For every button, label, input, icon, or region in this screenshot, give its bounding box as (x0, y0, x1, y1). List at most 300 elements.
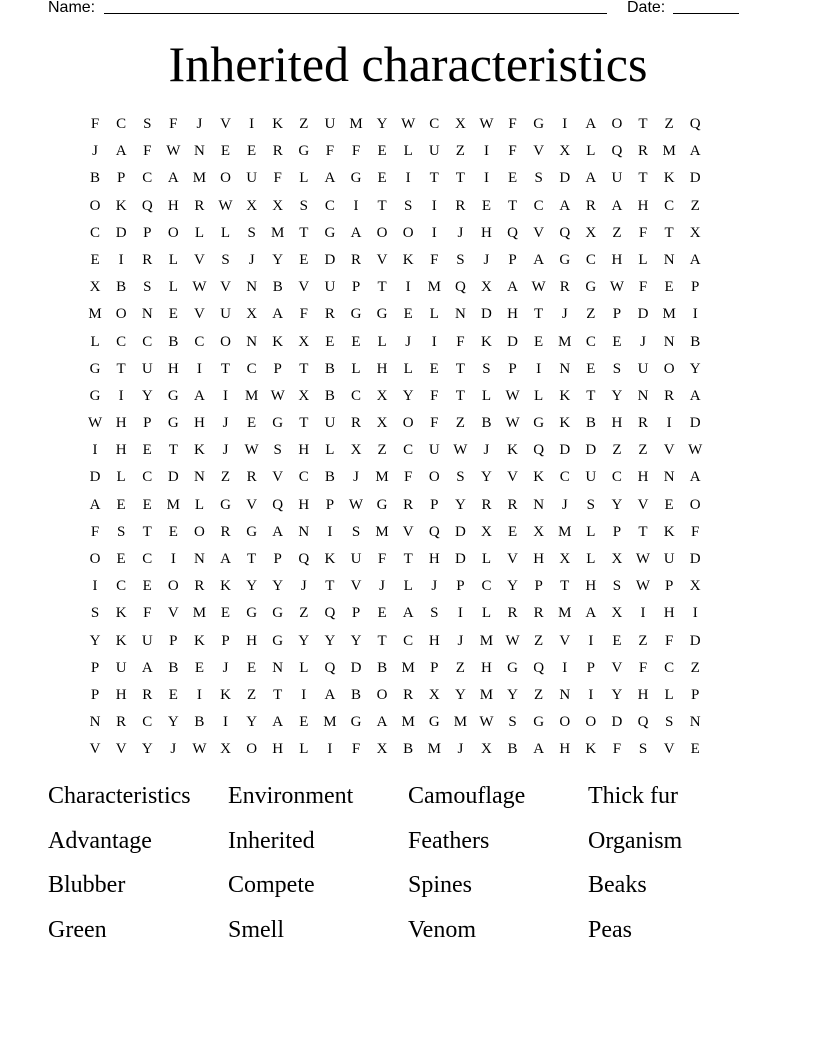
grid-letter: L (664, 686, 674, 703)
grid-letter: N (663, 469, 675, 486)
grid-letter: L (377, 333, 387, 350)
grid-letter: X (220, 741, 231, 758)
grid-letter: O (376, 686, 388, 703)
grid-letter: V (663, 741, 675, 758)
grid-letter: E (247, 415, 257, 432)
grid-letter: S (221, 251, 230, 268)
grid-letter: E (247, 659, 257, 676)
grid-letter: G (350, 170, 362, 187)
grid-letter: E (220, 605, 231, 622)
grid-letter: R (585, 197, 596, 214)
grid-letter: M (323, 714, 337, 731)
grid-letter: T (273, 686, 283, 703)
grid-letter: L (116, 469, 126, 486)
grid-letter: P (691, 686, 700, 703)
grid-letter: P (351, 605, 361, 622)
grid-letter: H (533, 551, 545, 567)
grid-letter: F (612, 741, 622, 758)
grid-letter: C (298, 469, 309, 486)
grid-letter: T (116, 360, 126, 377)
grid-letter: L (351, 360, 361, 377)
grid-letter: Y (89, 632, 101, 649)
grid-letter: S (456, 251, 465, 268)
grid-letter: F (351, 741, 361, 758)
grid-letter: W (479, 714, 494, 731)
grid-letter: U (428, 442, 440, 459)
grid-letter: Y (481, 469, 492, 486)
grid-letter: Z (534, 632, 544, 649)
grid-letter: C (142, 170, 153, 187)
word-bank-item: Camouflage (408, 783, 526, 809)
grid-letter: W (505, 632, 520, 649)
grid-letter: L (429, 306, 439, 323)
grid-letter: O (167, 578, 179, 595)
grid-letter: S (351, 523, 361, 540)
grid-letter: S (116, 523, 126, 540)
grid-letter: R (533, 605, 544, 622)
grid-letter: H (637, 197, 649, 214)
grid-letter: K (115, 632, 127, 649)
grid-letter: Q (324, 659, 336, 676)
grid-letter: V (194, 251, 205, 268)
grid-letter: C (246, 360, 257, 377)
grid-letter: N (246, 333, 258, 350)
grid-letter: P (90, 686, 100, 703)
grid-letter: L (481, 387, 492, 404)
grid-letter: O (611, 116, 623, 132)
grid-letter: T (377, 632, 387, 649)
grid-letter: S (482, 360, 491, 377)
grid-letter: B (324, 469, 335, 486)
grid-letter: K (324, 551, 336, 567)
word-bank-item: Characteristics (48, 783, 191, 809)
grid-letter: E (612, 632, 622, 649)
grid-letter: L (586, 551, 596, 567)
grid-letter: V (533, 143, 545, 160)
grid-letter: A (689, 251, 701, 268)
grid-letter: G (350, 306, 362, 323)
grid-letter: Y (246, 578, 258, 595)
grid-letter: T (638, 523, 648, 540)
grid-letter: H (246, 632, 258, 649)
grid-letter: I (118, 251, 124, 268)
grid-letter: O (89, 551, 101, 567)
grid-letter: Z (638, 442, 648, 459)
grid-letter: L (194, 496, 204, 513)
grid-letter: X (689, 578, 701, 595)
grid-letter: Q (454, 279, 466, 296)
grid-letter: A (89, 496, 101, 513)
name-field[interactable] (104, 13, 607, 14)
grid-letter: C (611, 469, 622, 486)
grid-letter: I (431, 224, 437, 241)
grid-letter: Q (611, 143, 623, 160)
grid-letter: A (689, 469, 701, 486)
grid-letter: J (483, 442, 490, 459)
grid-letter: P (691, 279, 700, 296)
grid-letter: I (692, 605, 698, 622)
grid-letter: P (664, 578, 674, 595)
grid-letter: T (377, 197, 387, 214)
grid-letter: B (324, 360, 335, 377)
grid-letter: E (168, 686, 178, 703)
grid-letter: C (90, 224, 101, 241)
grid-letter: C (403, 442, 414, 459)
grid-letter: D (689, 632, 701, 649)
grid-letter: G (272, 605, 284, 622)
grid-letter: T (664, 224, 674, 241)
grid-letter: P (534, 578, 543, 595)
word-bank-item: Green (48, 916, 107, 943)
grid-letter: E (142, 496, 152, 513)
grid-letter: L (325, 442, 335, 459)
grid-letter: R (403, 686, 414, 703)
grid-letter: X (428, 686, 440, 703)
grid-letter: G (533, 116, 545, 132)
grid-letter: F (90, 116, 100, 132)
grid-letter: R (142, 251, 153, 268)
grid-letter: U (141, 632, 153, 649)
grid-letter: I (588, 632, 594, 649)
grid-letter: K (559, 415, 571, 432)
grid-letter: I (249, 116, 255, 132)
grid-letter: Y (298, 632, 310, 649)
grid-letter: N (272, 659, 284, 676)
grid-letter: X (298, 387, 310, 404)
grid-letter: T (142, 523, 152, 540)
grid-letter: G (376, 306, 388, 323)
grid-letter: E (664, 496, 674, 513)
grid-letter: Z (299, 605, 309, 622)
grid-letter: Y (611, 686, 623, 703)
grid-letter: Y (454, 686, 466, 703)
grid-letter: M (375, 469, 389, 486)
grid-letter: B (168, 659, 179, 676)
grid-letter: I (327, 741, 333, 758)
grid-letter: K (194, 442, 205, 459)
grid-letter: C (116, 578, 127, 595)
grid-letter: V (559, 632, 571, 649)
grid-letter: I (457, 605, 463, 622)
grid-letter: K (220, 686, 231, 703)
grid-letter: F (299, 306, 308, 323)
grid-letter: R (142, 686, 153, 703)
grid-letter: Q (298, 551, 310, 567)
grid-letter: G (533, 415, 545, 432)
grid-letter: M (349, 116, 363, 132)
grid-letter: E (690, 741, 700, 758)
grid-letter: G (89, 387, 101, 404)
grid-letter: J (353, 469, 359, 486)
grid-letter: S (664, 714, 674, 731)
grid-letter: S (299, 197, 308, 214)
grid-letter: Q (689, 116, 701, 132)
grid-letter: F (430, 387, 439, 404)
grid-letter: F (508, 116, 517, 132)
grid-letter: O (167, 224, 179, 241)
grid-letter: A (559, 197, 571, 214)
grid-letter: A (141, 659, 153, 676)
grid-letter: O (220, 170, 231, 187)
grid-letter: U (115, 659, 127, 676)
grid-letter: A (533, 741, 545, 758)
grid-letter: M (166, 496, 180, 513)
grid-letter: K (272, 333, 284, 350)
grid-letter: L (403, 360, 413, 377)
grid-letter: H (611, 251, 623, 268)
grid-letter: Z (690, 197, 700, 214)
word-bank-item: Blubber (48, 872, 126, 898)
grid-letter: P (273, 360, 282, 377)
grid-letter: A (533, 251, 545, 268)
grid-letter: D (454, 523, 466, 540)
grid-letter: U (324, 279, 336, 296)
grid-letter: R (507, 496, 518, 513)
letter-grid (82, 111, 708, 764)
grid-letter: G (559, 251, 571, 268)
grid-letter: E (507, 170, 518, 187)
grid-letter: V (246, 496, 258, 513)
grid-letter: A (585, 170, 597, 187)
grid-letter: T (455, 170, 465, 187)
grid-letter: X (376, 387, 388, 404)
grid-letter: O (559, 714, 571, 731)
grid-letter: G (246, 605, 258, 622)
grid-letter: P (221, 632, 230, 649)
grid-letter: C (116, 333, 127, 350)
grid-letter: W (192, 741, 207, 758)
grid-letter: S (638, 741, 648, 758)
grid-letter: J (483, 251, 490, 268)
grid-letter: U (220, 306, 231, 323)
grid-letter: D (324, 251, 336, 268)
grid-letter: A (272, 523, 284, 540)
grid-letter: V (507, 469, 518, 486)
grid-letter: D (89, 469, 101, 486)
grid-letter: F (143, 143, 152, 160)
grid-letter: D (611, 714, 623, 731)
grid-letter: H (298, 442, 310, 459)
grid-letter: A (689, 387, 701, 404)
grid-letter: Q (637, 714, 649, 731)
grid-letter: V (350, 578, 362, 595)
grid-letter: T (638, 170, 648, 187)
grid-letter: Z (247, 686, 257, 703)
grid-letter: T (220, 360, 231, 377)
grid-letter: R (116, 714, 127, 731)
grid-letter: T (586, 387, 596, 404)
grid-letter: I (431, 197, 437, 214)
word-bank-item: Compete (228, 872, 315, 898)
grid-letter: S (430, 605, 439, 622)
grid-letter: E (299, 251, 309, 268)
grid-letter: E (247, 143, 257, 160)
grid-letter: P (90, 659, 100, 676)
grid-letter: B (116, 279, 127, 296)
grid-letter: J (222, 659, 229, 676)
grid-letter: L (481, 551, 492, 567)
grid-letter: G (350, 714, 362, 731)
grid-letter: I (170, 551, 176, 567)
grid-letter: A (585, 116, 597, 132)
grid-letter: O (402, 224, 414, 241)
grid-letter: E (377, 170, 387, 187)
grid-letter: R (324, 306, 335, 323)
grid-letter: H (611, 415, 623, 432)
grid-letter: X (376, 415, 388, 432)
grid-letter: J (248, 251, 255, 268)
grid-letter: C (142, 333, 153, 350)
grid-letter: V (115, 741, 127, 758)
grid-letter: B (194, 714, 205, 731)
grid-letter: Q (272, 496, 284, 513)
date-field[interactable] (673, 13, 739, 14)
grid-letter: T (325, 578, 335, 595)
grid-letter: I (301, 686, 307, 703)
grid-letter: H (272, 741, 284, 758)
grid-letter: O (220, 333, 231, 350)
grid-letter: C (350, 387, 361, 404)
grid-letter: G (585, 279, 597, 296)
grid-letter: M (192, 170, 207, 187)
grid-letter: K (194, 632, 205, 649)
grid-letter: I (562, 659, 568, 676)
grid-letter: T (455, 387, 465, 404)
grid-letter: A (272, 306, 284, 323)
grid-letter: P (143, 415, 152, 432)
grid-letter: L (586, 523, 596, 540)
grid-letter: Y (272, 578, 284, 595)
grid-letter: O (402, 415, 414, 432)
grid-letter: M (271, 224, 285, 241)
grid-letter: E (507, 523, 518, 540)
grid-letter: C (664, 659, 675, 676)
grid-letter: Z (299, 116, 309, 132)
grid-letter: N (637, 387, 649, 404)
grid-letter: N (663, 333, 675, 350)
grid-letter: D (689, 551, 701, 567)
grid-letter: I (196, 686, 202, 703)
grid-letter: O (663, 360, 675, 377)
grid-letter: W (166, 143, 181, 160)
grid-letter: I (483, 143, 489, 160)
grid-letter: V (376, 251, 388, 268)
grid-letter: V (272, 469, 284, 486)
grid-letter: W (635, 578, 651, 595)
grid-letter: E (168, 306, 178, 323)
grid-letter: L (168, 279, 178, 296)
grid-letter: F (638, 279, 648, 296)
grid-letter: A (507, 279, 518, 296)
grid-letter: C (403, 632, 414, 649)
grid-letter: K (507, 442, 518, 459)
grid-letter: H (637, 686, 649, 703)
grid-letter: E (90, 251, 100, 268)
grid-letter: G (167, 415, 179, 432)
grid-letter: K (272, 116, 284, 132)
grid-letter: R (455, 197, 466, 214)
grid-letter: C (481, 578, 492, 595)
grid-letter: B (690, 333, 701, 350)
grid-letter: C (142, 469, 153, 486)
grid-letter: P (351, 279, 361, 296)
grid-letter: K (559, 387, 571, 404)
grid-letter: Y (689, 360, 701, 377)
grid-letter: A (194, 387, 205, 404)
grid-letter: L (194, 224, 204, 241)
grid-letter: T (507, 197, 518, 214)
grid-letter: H (507, 306, 518, 323)
grid-letter: U (141, 360, 153, 377)
grid-letter: R (664, 387, 675, 404)
grid-letter: E (377, 143, 387, 160)
grid-letter: R (350, 415, 361, 432)
grid-letter: Z (455, 143, 465, 160)
grid-letter: P (586, 659, 595, 676)
grid-letter: V (507, 551, 518, 567)
grid-letter: X (559, 143, 571, 160)
grid-letter: T (429, 170, 439, 187)
grid-letter: A (324, 686, 336, 703)
grid-letter: K (533, 469, 545, 486)
grid-letter: P (430, 496, 439, 513)
grid-letter: B (90, 170, 101, 187)
grid-letter: W (531, 279, 546, 296)
grid-letter: O (428, 469, 440, 486)
grid-letter: I (223, 714, 229, 731)
grid-letter: C (533, 197, 544, 214)
grid-letter: K (115, 197, 127, 214)
date-label: Date: (627, 0, 666, 16)
grid-letter: S (612, 578, 622, 595)
grid-letter: H (115, 442, 127, 459)
grid-letter: I (118, 387, 124, 404)
grid-letter: M (427, 741, 441, 758)
grid-letter: I (223, 387, 229, 404)
grid-letter: J (457, 224, 464, 241)
grid-letter: E (142, 578, 152, 595)
grid-letter: H (481, 224, 492, 241)
grid-letter: G (376, 496, 388, 513)
grid-letter: A (611, 197, 623, 214)
grid-letter: A (689, 143, 701, 160)
grid-letter: A (220, 551, 231, 567)
grid-letter: L (586, 143, 596, 160)
word-bank-item: Spines (408, 872, 473, 898)
grid-letter: S (534, 170, 543, 187)
grid-letter: B (324, 387, 335, 404)
grid-letter: W (401, 116, 416, 132)
grid-letter: R (220, 523, 231, 540)
grid-letter: U (350, 551, 362, 567)
grid-letter: W (192, 279, 207, 296)
grid-letter: F (273, 170, 282, 187)
grid-letter: H (194, 415, 205, 432)
grid-letter: N (89, 714, 101, 731)
grid-letter: J (379, 578, 385, 595)
grid-letter: O (689, 496, 701, 513)
grid-letter: C (559, 469, 570, 486)
grid-letter: D (585, 442, 597, 459)
grid-letter: W (270, 387, 285, 404)
grid-letter: S (90, 605, 100, 622)
grid-letter: H (559, 741, 571, 758)
grid-letter: M (479, 632, 494, 649)
grid-letter: W (244, 442, 259, 459)
grid-letter: E (116, 496, 126, 513)
grid-letter: E (168, 523, 178, 540)
grid-letter: R (350, 251, 361, 268)
